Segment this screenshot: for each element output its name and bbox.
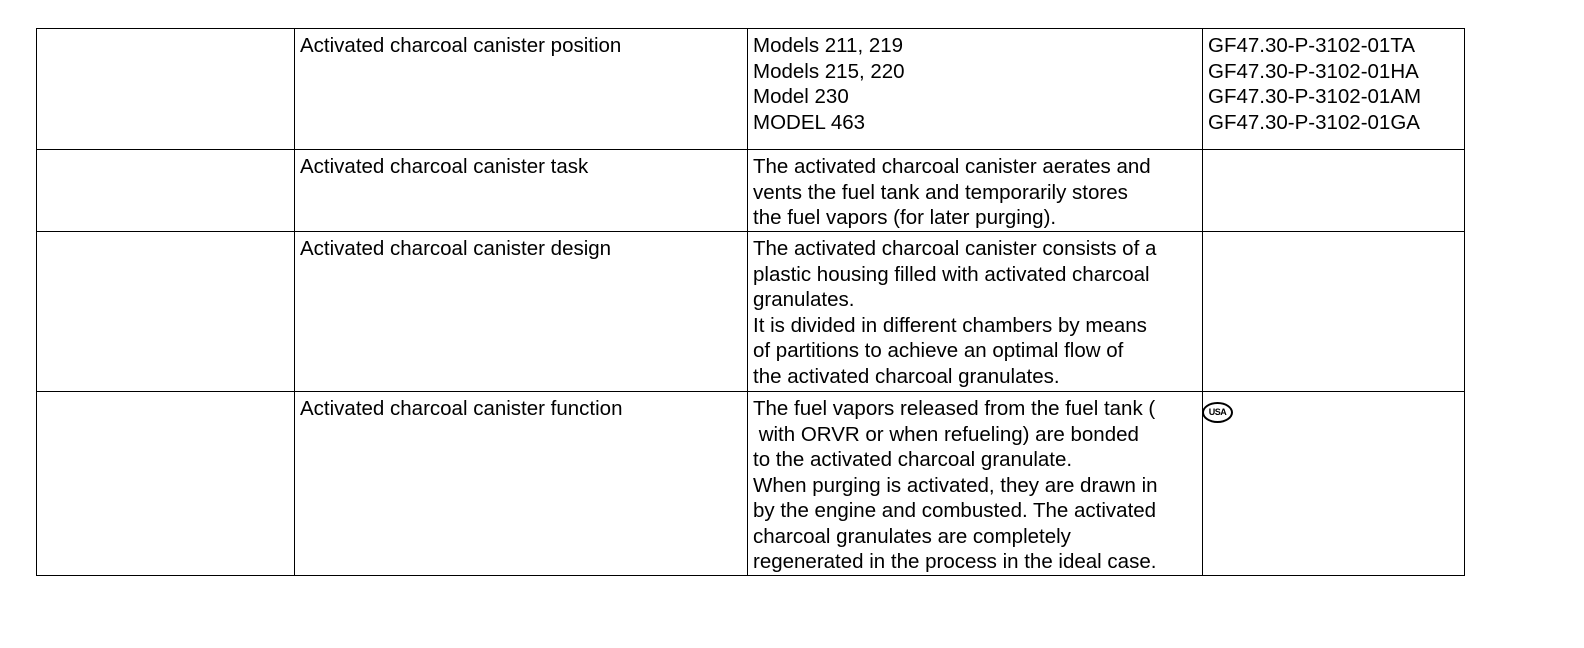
topic-cell [295,29,748,150]
content-cell [748,29,1203,150]
model-line: Models 211, 219 [753,34,904,57]
content-cell [748,232,1203,392]
blank-cell [37,150,295,232]
usa-badge-icon: USA [1202,402,1233,423]
model-line: Models 215, 220 [753,59,905,83]
text-line: When purging is activated, they are drawn in [753,473,1158,497]
text-line: the fuel vapors (for later purging). [753,206,1057,229]
topic-label: Activated charcoal canister design [300,237,612,260]
reference-cell [1203,29,1465,150]
blank-cell [37,392,295,576]
model-line: MODEL 463 [753,110,866,134]
topic-label: Activated charcoal canister position [300,34,622,57]
text-line: the activated charcoal granulates. [753,364,1060,388]
text-line: granulates. [753,288,855,311]
reference-cell [1203,232,1465,392]
document-reference-link[interactable]: GF47.30-P-3102-01GA [1208,110,1420,134]
reference-cell [1203,150,1465,232]
blank-cell [37,232,295,392]
table-row [37,150,1465,232]
text-line: It is divided in different chambers by means [753,313,1147,337]
model-line: Model 230 [753,85,849,108]
document-reference-link[interactable]: GF47.30-P-3102-01HA [1208,59,1419,83]
text-line: to the activated charcoal granulate. [753,448,1073,471]
text-line: The fuel vapors released from the fuel tank ( [753,397,1156,420]
content-cell [748,392,1203,576]
table-row [37,29,1465,150]
table-row [37,232,1465,392]
document-reference-link[interactable]: GF47.30-P-3102-01AM [1208,85,1422,108]
reference-cell [1203,392,1465,576]
document-table [36,28,1465,576]
topic-label: Activated charcoal canister function [300,397,623,420]
text-line: charcoal granulates are completely [753,524,1071,548]
text-line: The activated charcoal canister consists of a [753,237,1157,260]
topic-cell [295,392,748,576]
topic-cell [295,150,748,232]
topic-label: Activated charcoal canister task [300,155,589,178]
table-row [37,392,1465,576]
text-line: plastic housing filled with activated charcoal [753,262,1150,286]
text-line: The activated charcoal canister aerates and [753,155,1151,178]
text-line: regenerated in the process in the ideal case. [753,550,1157,573]
document-reference-link[interactable]: GF47.30-P-3102-01TA [1208,34,1416,57]
text-line: with ORVR or when refueling) are bonded [753,422,1139,446]
text-line: vents the fuel tank and temporarily stores [753,180,1128,204]
text-line: of partitions to achieve an optimal flow of [753,339,1124,362]
blank-cell [37,29,295,150]
content-cell [748,150,1203,232]
text-line: by the engine and combusted. The activated [753,499,1157,522]
topic-cell [295,232,748,392]
